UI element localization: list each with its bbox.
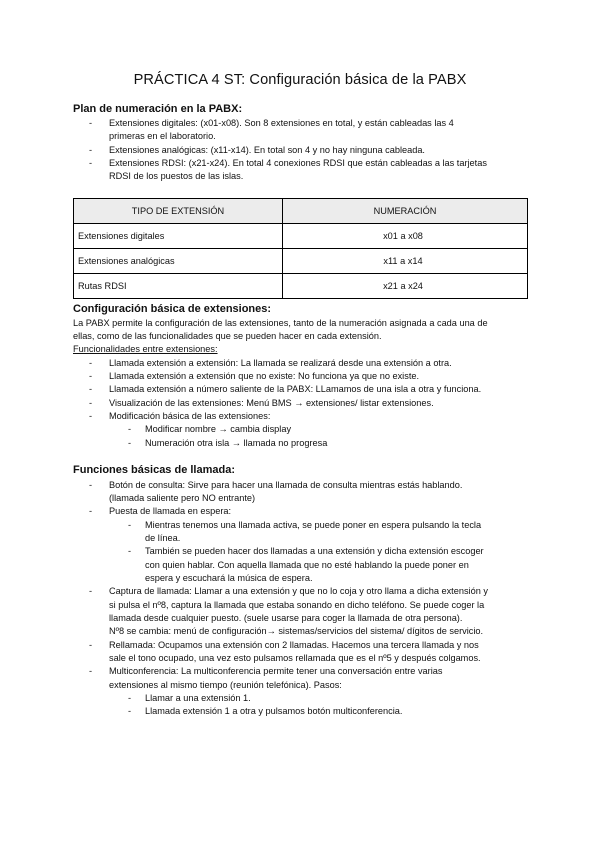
list-item: Llamada extensión a extensión que no existe: No funciona ya que no existe.: [109, 371, 420, 381]
list-item: Nº8 se cambia: menú de configuración→ sistemas/servicios del sistema/ dígitos de servicio.: [109, 626, 484, 636]
list-item: Puesta de llamada en espera:: [109, 506, 232, 516]
table-cell: x11 a x14: [283, 249, 528, 274]
section-heading-call-functions: Funciones básicas de llamada:: [73, 464, 236, 476]
bullet-dash: -: [89, 145, 93, 155]
list-item: Captura de llamada: Llamar a una extensión y que no lo coja y otro llama a dicha extensión y: [109, 586, 488, 596]
bullet-dash: -: [89, 371, 93, 381]
bullet-dash: -: [89, 398, 93, 408]
list-subitem: de línea.: [145, 533, 181, 543]
list-item: sale el tono ocupado, una vez esto pulsamos rellamada que es el nº5 y después colgamos.: [109, 653, 481, 663]
table-header: NUMERACIÓN: [283, 199, 528, 224]
table-row: [74, 249, 528, 274]
bullet-dash: -: [89, 480, 93, 490]
paragraph-line: ellas, como de las funcionalidades que se pueden hacer en cada extensión.: [73, 331, 382, 341]
page-title: PRÁCTICA 4 ST: Configuración básica de la PABX: [133, 72, 467, 88]
list-subitem: Modificar nombre → cambia display: [145, 424, 292, 434]
list-item: Botón de consulta: Sirve para hacer una llamada de consulta mientras estás hablando.: [109, 480, 463, 490]
list-subitem: Llamada extensión 1 a otra y pulsamos botón multiconferencia.: [145, 706, 403, 716]
list-subitem: espera y escuchará la música de espera.: [145, 573, 313, 583]
section-heading-extensions: Configuración básica de extensiones:: [73, 303, 272, 315]
list-item: (llamada saliente pero NO entrante): [109, 493, 256, 503]
bullet-dash: -: [128, 438, 132, 448]
bullet-dash: -: [89, 666, 93, 676]
list-subitem: Mientras tenemos una llamada activa, se puede poner en espera pulsando la tecla: [145, 520, 482, 530]
list-item: RDSI de los puestos de las islas.: [109, 171, 244, 181]
list-item: Modificación básica de las extensiones:: [109, 411, 271, 421]
bullet-dash: -: [89, 358, 93, 368]
list-item: si pulsa el nº8, captura la llamada que estaba sonando en dicho teléfono. Se puede coger la: [109, 600, 485, 610]
table-header: TIPO DE EXTENSIÓN: [74, 199, 283, 224]
table-header-row: [74, 199, 528, 224]
list-subitem: con quien hablar. Con aquella llamada que no esté hablando la puede poner en: [145, 560, 469, 570]
list-item: Llamada extensión a extensión: La llamada se realizará desde una extensión a otra.: [109, 358, 452, 368]
table-row: [74, 274, 528, 299]
bullet-dash: -: [89, 640, 93, 650]
list-item: extensiones al mismo tiempo (reunión telefónica). Pasos:: [109, 680, 342, 690]
bullet-dash: -: [128, 520, 132, 530]
list-item: Multiconferencia: La multiconferencia permite tener una conversación entre varias: [109, 666, 443, 676]
bullet-dash: -: [128, 706, 132, 716]
list-item: primeras en el laboratorio.: [109, 131, 216, 141]
list-item: Extensiones digitales: (x01-x08). Son 8 extensiones en total, y están cableadas las 4: [109, 118, 454, 128]
table-cell: Extensiones analógicas: [74, 249, 283, 274]
list-subitem: También se pueden hacer dos llamadas a una extensión y dicha extensión escoger: [145, 546, 484, 556]
list-item: Visualización de las extensiones: Menú BMS → extensiones/ listar extensiones.: [109, 398, 434, 408]
bullet-dash: -: [128, 424, 132, 434]
bullet-dash: -: [89, 586, 93, 596]
list-item: Llamada extensión a número saliente de la PABX: LLamamos de una isla a otra y funciona.: [109, 384, 482, 394]
list-subitem: Numeración otra isla → llamada no progresa: [145, 438, 328, 448]
extension-table: [73, 198, 528, 299]
sub-heading: Funcionalidades entre extensiones:: [73, 344, 218, 354]
table-cell: x21 a x24: [283, 274, 528, 299]
bullet-dash: -: [89, 384, 93, 394]
bullet-dash: -: [89, 506, 93, 516]
list-item: Rellamada: Ocupamos una extensión con 2 llamadas. Hacemos una tercera llamada y nos: [109, 640, 479, 650]
table-row: [74, 224, 528, 249]
section-heading-numbering: Plan de numeración en la PABX:: [73, 103, 243, 115]
table-cell: Extensiones digitales: [74, 224, 283, 249]
bullet-dash: -: [89, 118, 93, 128]
list-item: Extensiones RDSI: (x21-x24). En total 4 conexiones RDSI que están cableadas a las tarjetas: [109, 158, 487, 168]
bullet-dash: -: [128, 693, 132, 703]
table-cell: Rutas RDSI: [74, 274, 283, 299]
list-subitem: Llamar a una extensión 1.: [145, 693, 251, 703]
list-item: Extensiones analógicas: (x11-x14). En total son 4 y no hay ninguna cableada.: [109, 145, 425, 155]
bullet-dash: -: [128, 546, 132, 556]
paragraph-line: La PABX permite la configuración de las extensiones, tanto de la numeración asignada a cada una de: [73, 318, 488, 328]
table-cell: x01 a x08: [283, 224, 528, 249]
bullet-dash: -: [89, 158, 93, 168]
list-item: llamada desde cualquier puesto. (suele usarse para coger la llamada de otra persona).: [109, 613, 463, 623]
bullet-dash: -: [89, 411, 93, 421]
